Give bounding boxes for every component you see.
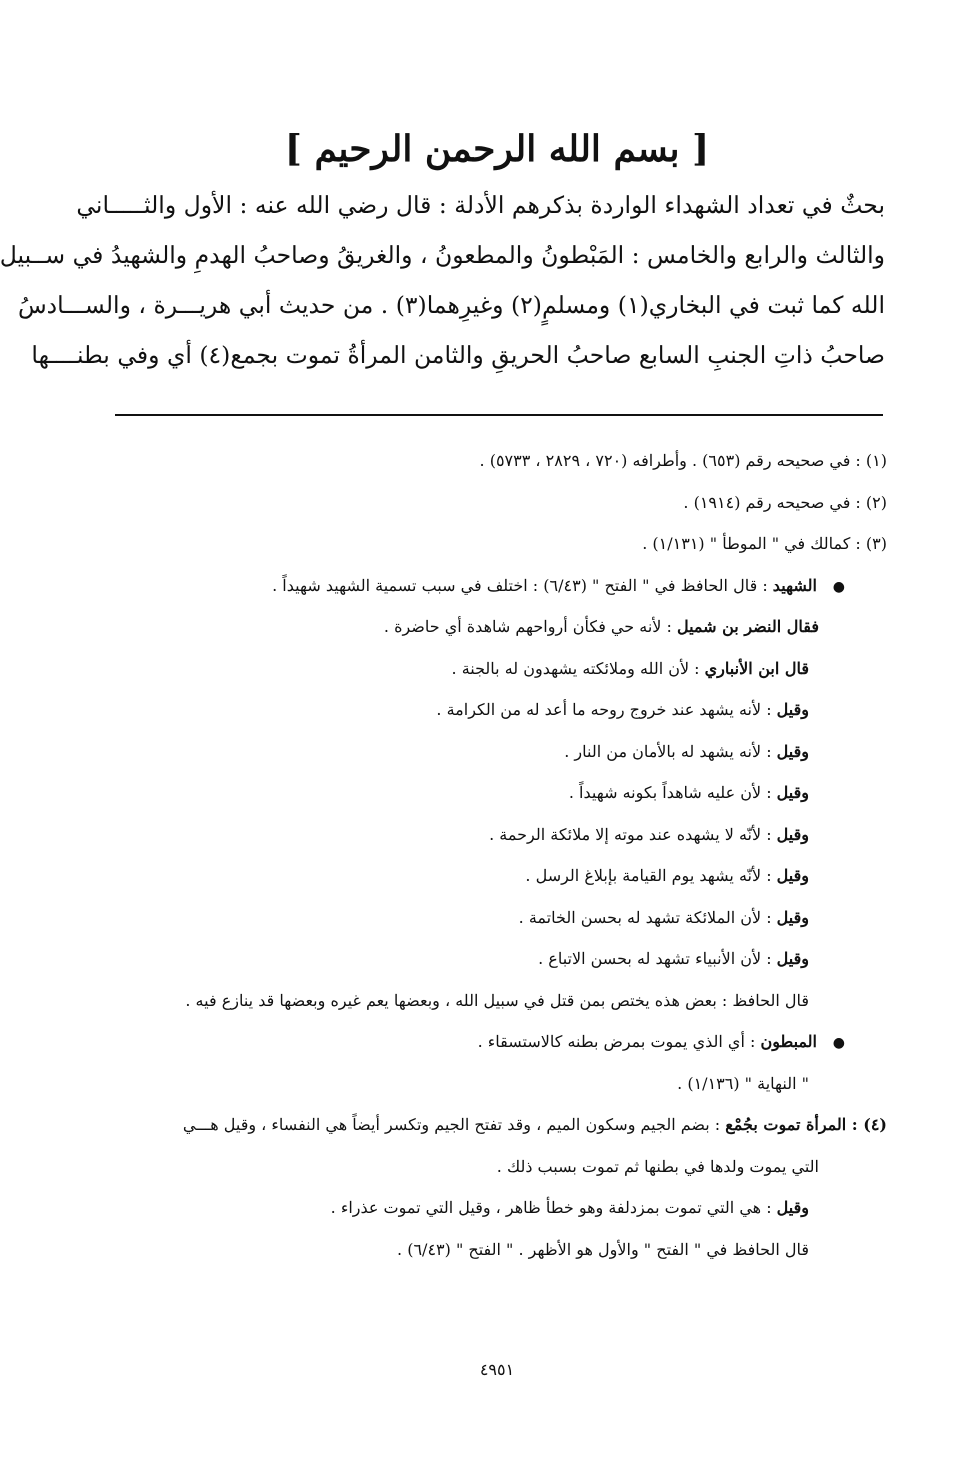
footnote-text: : لأن الأنبياء تشهد له بحسن الاتباع . — [538, 949, 777, 968]
bullet-icon: ● — [832, 1035, 845, 1051]
footnote-text: قال الحافظ : بعض هذه يختص بمن قتل في سبيل الله ، وبعضها يعم غيره وبعضها قد ينازع فيه . — [185, 990, 809, 1010]
footnote-line — [102, 523, 887, 565]
footnote-term: وقيل — [776, 907, 809, 927]
footnote-line — [102, 980, 887, 1022]
footnote-term: قال ابن الأنباري — [704, 658, 809, 678]
footnote-line — [102, 897, 887, 939]
footnote-text: " النهاية " (١/١٣٦) . — [677, 1073, 809, 1093]
page-heading: [ بسم الله الرحمن الرحيم ] — [284, 128, 710, 170]
footnote-line — [102, 1187, 887, 1229]
footnote-text: : لأنّه يشهد يوم القيامة بإبلاغ الرسل . — [525, 866, 777, 885]
main-text-line: بحثٌ في تعداد الشهداء الواردة بذكرهم الأدلة : قال رضي الله عنه : الأول والثـــــاني — [76, 191, 885, 219]
footnote-divider — [115, 414, 883, 416]
main-text-line: الله كما ثبت في البخاري(١) ومسلمٍ(٢) وغيرِهما(٣) . من حديث أبي هريـــرة ، والســـادسُ — [17, 291, 885, 319]
footnote-text: (١) : في صحيحه رقم (٦٥٣) . وأطرافه (٧٢٠ ، ٢٨٢٩ ، ٥٧٣٣) . — [479, 451, 887, 470]
footnote-text: (٣) : كمالك في " الموطأ " (١/١٣١) . — [642, 534, 887, 553]
footnote-text: قال الحافظ في " الفتح " والأول هو الأظهر . " الفتح " (٦/٤٣) . — [397, 1239, 809, 1259]
main-text-line: والثالث والرابع والخامس : المَبْطونُ والمطعونُ ، والغريقُ وصاحبُ الهدمِ والشهيدُ في ســبيل — [0, 241, 885, 269]
footnote-term: وقيل — [776, 1198, 809, 1217]
footnote-line — [102, 1021, 887, 1063]
footnote-line — [102, 731, 887, 773]
footnote-line — [102, 440, 887, 482]
footnote-text: : لأنه يشهد له بالأمان من النار . — [564, 741, 777, 761]
footnote-line — [102, 606, 887, 648]
footnote-term: (٤) : المرأة تموت بجُمْع — [725, 1115, 887, 1134]
footnote-line — [102, 565, 887, 607]
footnote-text: : لأنه حي فكأن أرواحهم شاهدة أي حاضرة . — [383, 617, 677, 636]
footnote-text: التي يموت ولدها في بطنها ثم تموت بسبب ذلك . — [496, 1156, 819, 1176]
page-number: ٤٩٥١ — [479, 1360, 515, 1379]
main-text-block — [0, 180, 885, 380]
footnote-text: : هي التي تموت بمزدلفة وهو خطأ ظاهر ، وقيل التي تموت عذراء . — [330, 1198, 777, 1217]
footnote-term: وقيل — [776, 783, 809, 802]
footnote-line — [102, 772, 887, 814]
footnote-term: فقال النضر بن شميل — [676, 617, 819, 636]
footnote-text: (٢) : في صحيحه رقم (١٩١٤) . — [683, 492, 887, 512]
footnote-text: : لأن الملائكة تشهد له بحسن الخاتمة . — [518, 907, 777, 927]
footnote-term: وقيل — [776, 866, 809, 885]
bullet-icon: ● — [832, 578, 845, 595]
footnotes-block — [102, 440, 887, 1270]
footnote-term: وقيل — [776, 700, 809, 719]
footnote-text: : لأنّه لا يشهده عند موته إلا ملائكة الرحمة . — [489, 824, 777, 844]
footnote-line — [102, 648, 887, 690]
footnote-term: المبطون — [760, 1032, 817, 1051]
footnote-text: : بضم الجيم وسكون الميم ، وقد تفتح الجيم وتكسر أيضاً هي النفساء ، وقيل هـــي — [182, 1115, 726, 1134]
footnote-term: وقيل — [776, 824, 809, 844]
footnote-line — [102, 482, 887, 524]
footnote-text: : لأن عليه شاهداً بكونه شهيداً . — [568, 783, 777, 802]
footnote-text: : أي الذي يموت بمرض بطنه كالاستسقاء . — [477, 1032, 761, 1051]
footnote-line — [102, 855, 887, 897]
footnote-line — [102, 938, 887, 980]
footnote-text: : قال الحافظ في " الفتح " (٦/٤٣) : اختلف في سبب تسمية الشهيد شهيداً . — [272, 575, 773, 595]
footnote-term: وقيل — [776, 949, 809, 968]
footnote-line — [102, 1063, 887, 1105]
footnote-term: الشهيد — [772, 575, 817, 595]
footnote-line — [102, 689, 887, 731]
footnote-line — [102, 1104, 887, 1146]
footnote-line — [102, 1229, 887, 1271]
footnote-text: : لأن الله وملائكته يشهدون له بالجنة . — [451, 658, 705, 678]
footnote-line — [102, 814, 887, 856]
footnote-text: : لأنه يشهد عند خروج روحه ما أعد له من الكرامة . — [436, 700, 777, 719]
main-text-line: صاحبُ ذاتِ الجنبِ السابع صاحبُ الحريقِ والثامن المرأةُ تموت بجمع(٤) أي وفي بطنــــها — [31, 341, 885, 369]
footnote-line — [102, 1146, 887, 1188]
footnote-term: وقيل — [776, 741, 809, 761]
